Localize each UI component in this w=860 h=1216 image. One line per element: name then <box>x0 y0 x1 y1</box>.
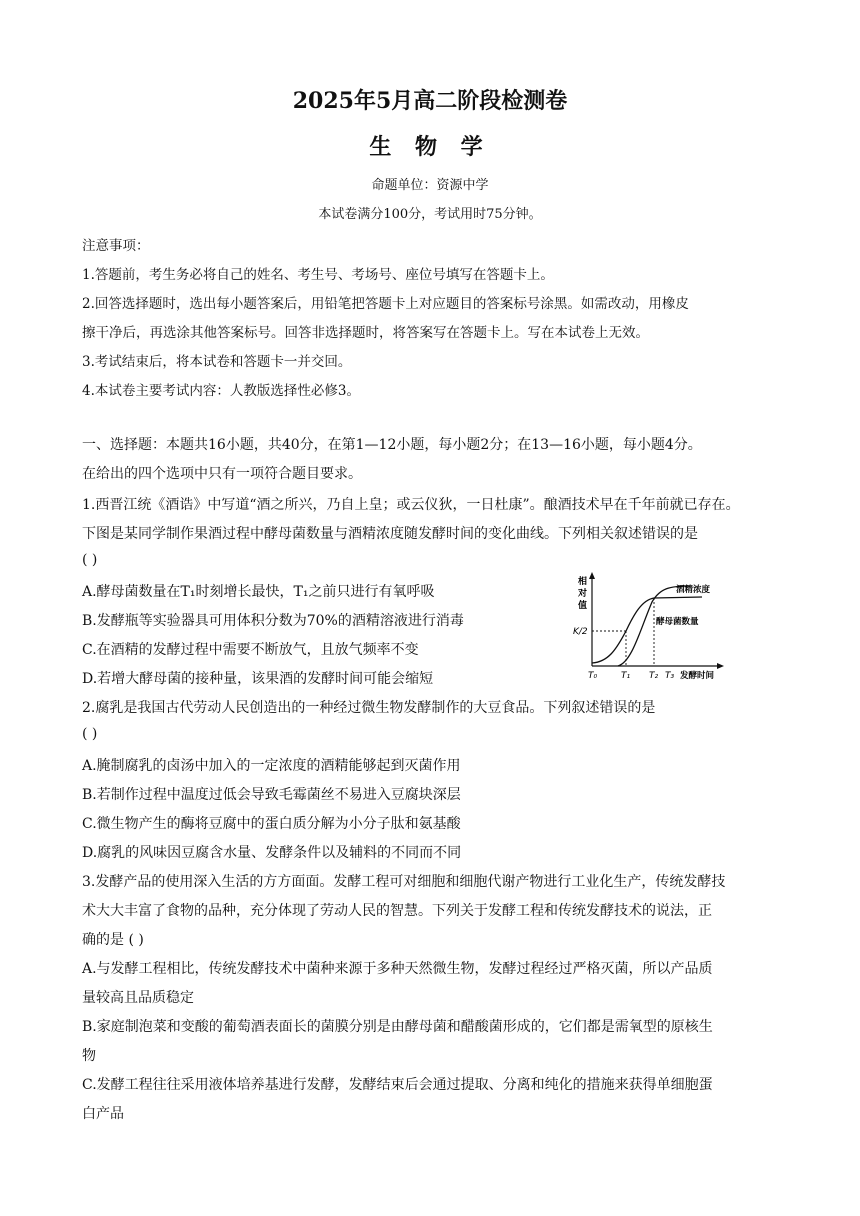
yeast-curve <box>592 597 702 663</box>
notice-item: 4.本试卷主要考试内容：人教版选择性必修3。 <box>82 383 360 399</box>
subject-title: 生 物 学 <box>369 134 491 160</box>
question-3-stem: 确的是 ( ) <box>82 932 144 948</box>
yeast-label: 酵母菌数量 <box>656 617 699 627</box>
author-unit: 命题单位：资源中学 <box>371 178 489 193</box>
question-3-stem: 3.发酵产品的使用深入生活的方方面面。发酵工程可对细胞和细胞代谢产物进行工业化生产，传统发酵技 <box>82 874 726 890</box>
ylabel-char-1: 相 <box>578 577 588 587</box>
question-2-option-a: A.腌制腐乳的卤汤中加入的一定浓度的酒精能够起到灭菌作用 <box>82 758 461 774</box>
question-2-option-d: D.腐乳的风味因豆腐含水量、发酵条件以及辅料的不同而不同 <box>82 845 462 861</box>
question-3-option-b-cont: 物 <box>82 1048 96 1064</box>
question-3-option-a: A.与发酵工程相比，传统发酵技术中菌种来源于多种天然微生物，发酵过程经过严格灭菌，所以产品质 <box>82 961 713 977</box>
xlabel: 发酵时间 <box>680 671 715 681</box>
question-1-option-d: D.若增大酵母菌的接种量，该果酒的发酵时间可能会缩短 <box>82 671 434 687</box>
y-axis-arrow <box>589 572 595 579</box>
question-3-option-a-cont: 量较高且品质稳定 <box>82 990 194 1006</box>
fermentation-chart <box>570 570 730 688</box>
x-tick-t3: T₃ <box>665 671 675 681</box>
question-3-option-c: C.发酵工程往往采用液体培养基进行发酵，发酵结束后会通过提取、分离和纯化的措施来获得单细胞蛋 <box>82 1077 713 1093</box>
notice-heading: 注意事项： <box>82 238 150 254</box>
question-2-option-c: C.微生物产生的酶将豆腐中的蛋白质分解为小分子肽和氨基酸 <box>82 816 461 832</box>
notice-item: 擦干净后，再选涂其他答案标号。回答非选择题时，将答案写在答题卡上。写在本试卷上无效。 <box>82 325 649 341</box>
notice-item: 1.答题前，考生务必将自己的姓名、考生号、考场号、座位号填写在答题卡上。 <box>82 267 554 283</box>
question-3-option-c-cont: 白产品 <box>82 1106 124 1122</box>
question-3-stem: 术大大丰富了食物的品种，充分体现了劳动人民的智慧。下列关于发酵工程和传统发酵技术的说法，正 <box>82 903 712 919</box>
question-1-stem: 下图是某同学制作果酒过程中酵母菌数量与酒精浓度随发酵时间的变化曲线。下列相关叙述错误的是 <box>82 526 698 542</box>
notice-item: 2.回答选择题时，选出每小题答案后，用铅笔把答题卡上对应题目的答案标号涂黑。如需改动，用橡皮 <box>82 296 689 312</box>
question-1-stem: 1.西晋江统《酒诰》中写道“酒之所兴，乃自上皇；或云仪狄，一日杜康”。酿酒技术早在千年前就已存在。 <box>82 497 740 513</box>
question-3-option-b: B.家庭制泡菜和变酸的葡萄酒表面长的菌膜分别是由酵母菌和醋酸菌形成的，它们都是需氧型的原核生 <box>82 1019 713 1035</box>
question-1-option-a: A.酵母菌数量在T₁时刻增长最快，T₁之前只进行有氧呼吸 <box>82 584 435 600</box>
section-heading: 一、选择题：本题共16小题，共40分，在第1—12小题，每小题2分；在13—16小题，每小题4分。 <box>82 437 702 453</box>
notice-item: 3.考试结束后，将本试卷和答题卡一并交回。 <box>82 354 352 370</box>
question-1-option-b: B.发酵瓶等实验器具可用体积分数为70%的酒精溶液进行消毒 <box>82 613 464 629</box>
score-info: 本试卷满分100分，考试用时75分钟。 <box>318 207 542 222</box>
question-1-blank: ( ) <box>82 552 98 568</box>
x-tick-t0: T₀ <box>588 671 598 681</box>
ylabel-char-2: 对 <box>578 589 588 599</box>
y-tick-k2: K/2 <box>573 627 588 637</box>
x-axis-arrow <box>717 663 724 669</box>
question-1-option-c: C.在酒精的发酵过程中需要不断放气，且放气频率不变 <box>82 642 419 658</box>
alcohol-label: 酒精浓度 <box>676 585 711 595</box>
x-tick-t2: T₂ <box>649 671 659 681</box>
section-heading-2: 在给出的四个选项中只有一项符合题目要求。 <box>82 466 362 482</box>
question-2-stem: 2.腐乳是我国古代劳动人民创造出的一种经过微生物发酵制作的大豆食品。下列叙述错误的是 <box>82 700 656 716</box>
question-2-blank: ( ) <box>82 726 98 742</box>
exam-title: 2025年5月高二阶段检测卷 <box>292 88 568 114</box>
x-tick-t1: T₁ <box>621 671 631 681</box>
question-2-option-b: B.若制作过程中温度过低会导致毛霉菌丝不易进入豆腐块深层 <box>82 787 461 803</box>
ylabel-char-3: 值 <box>578 601 588 611</box>
